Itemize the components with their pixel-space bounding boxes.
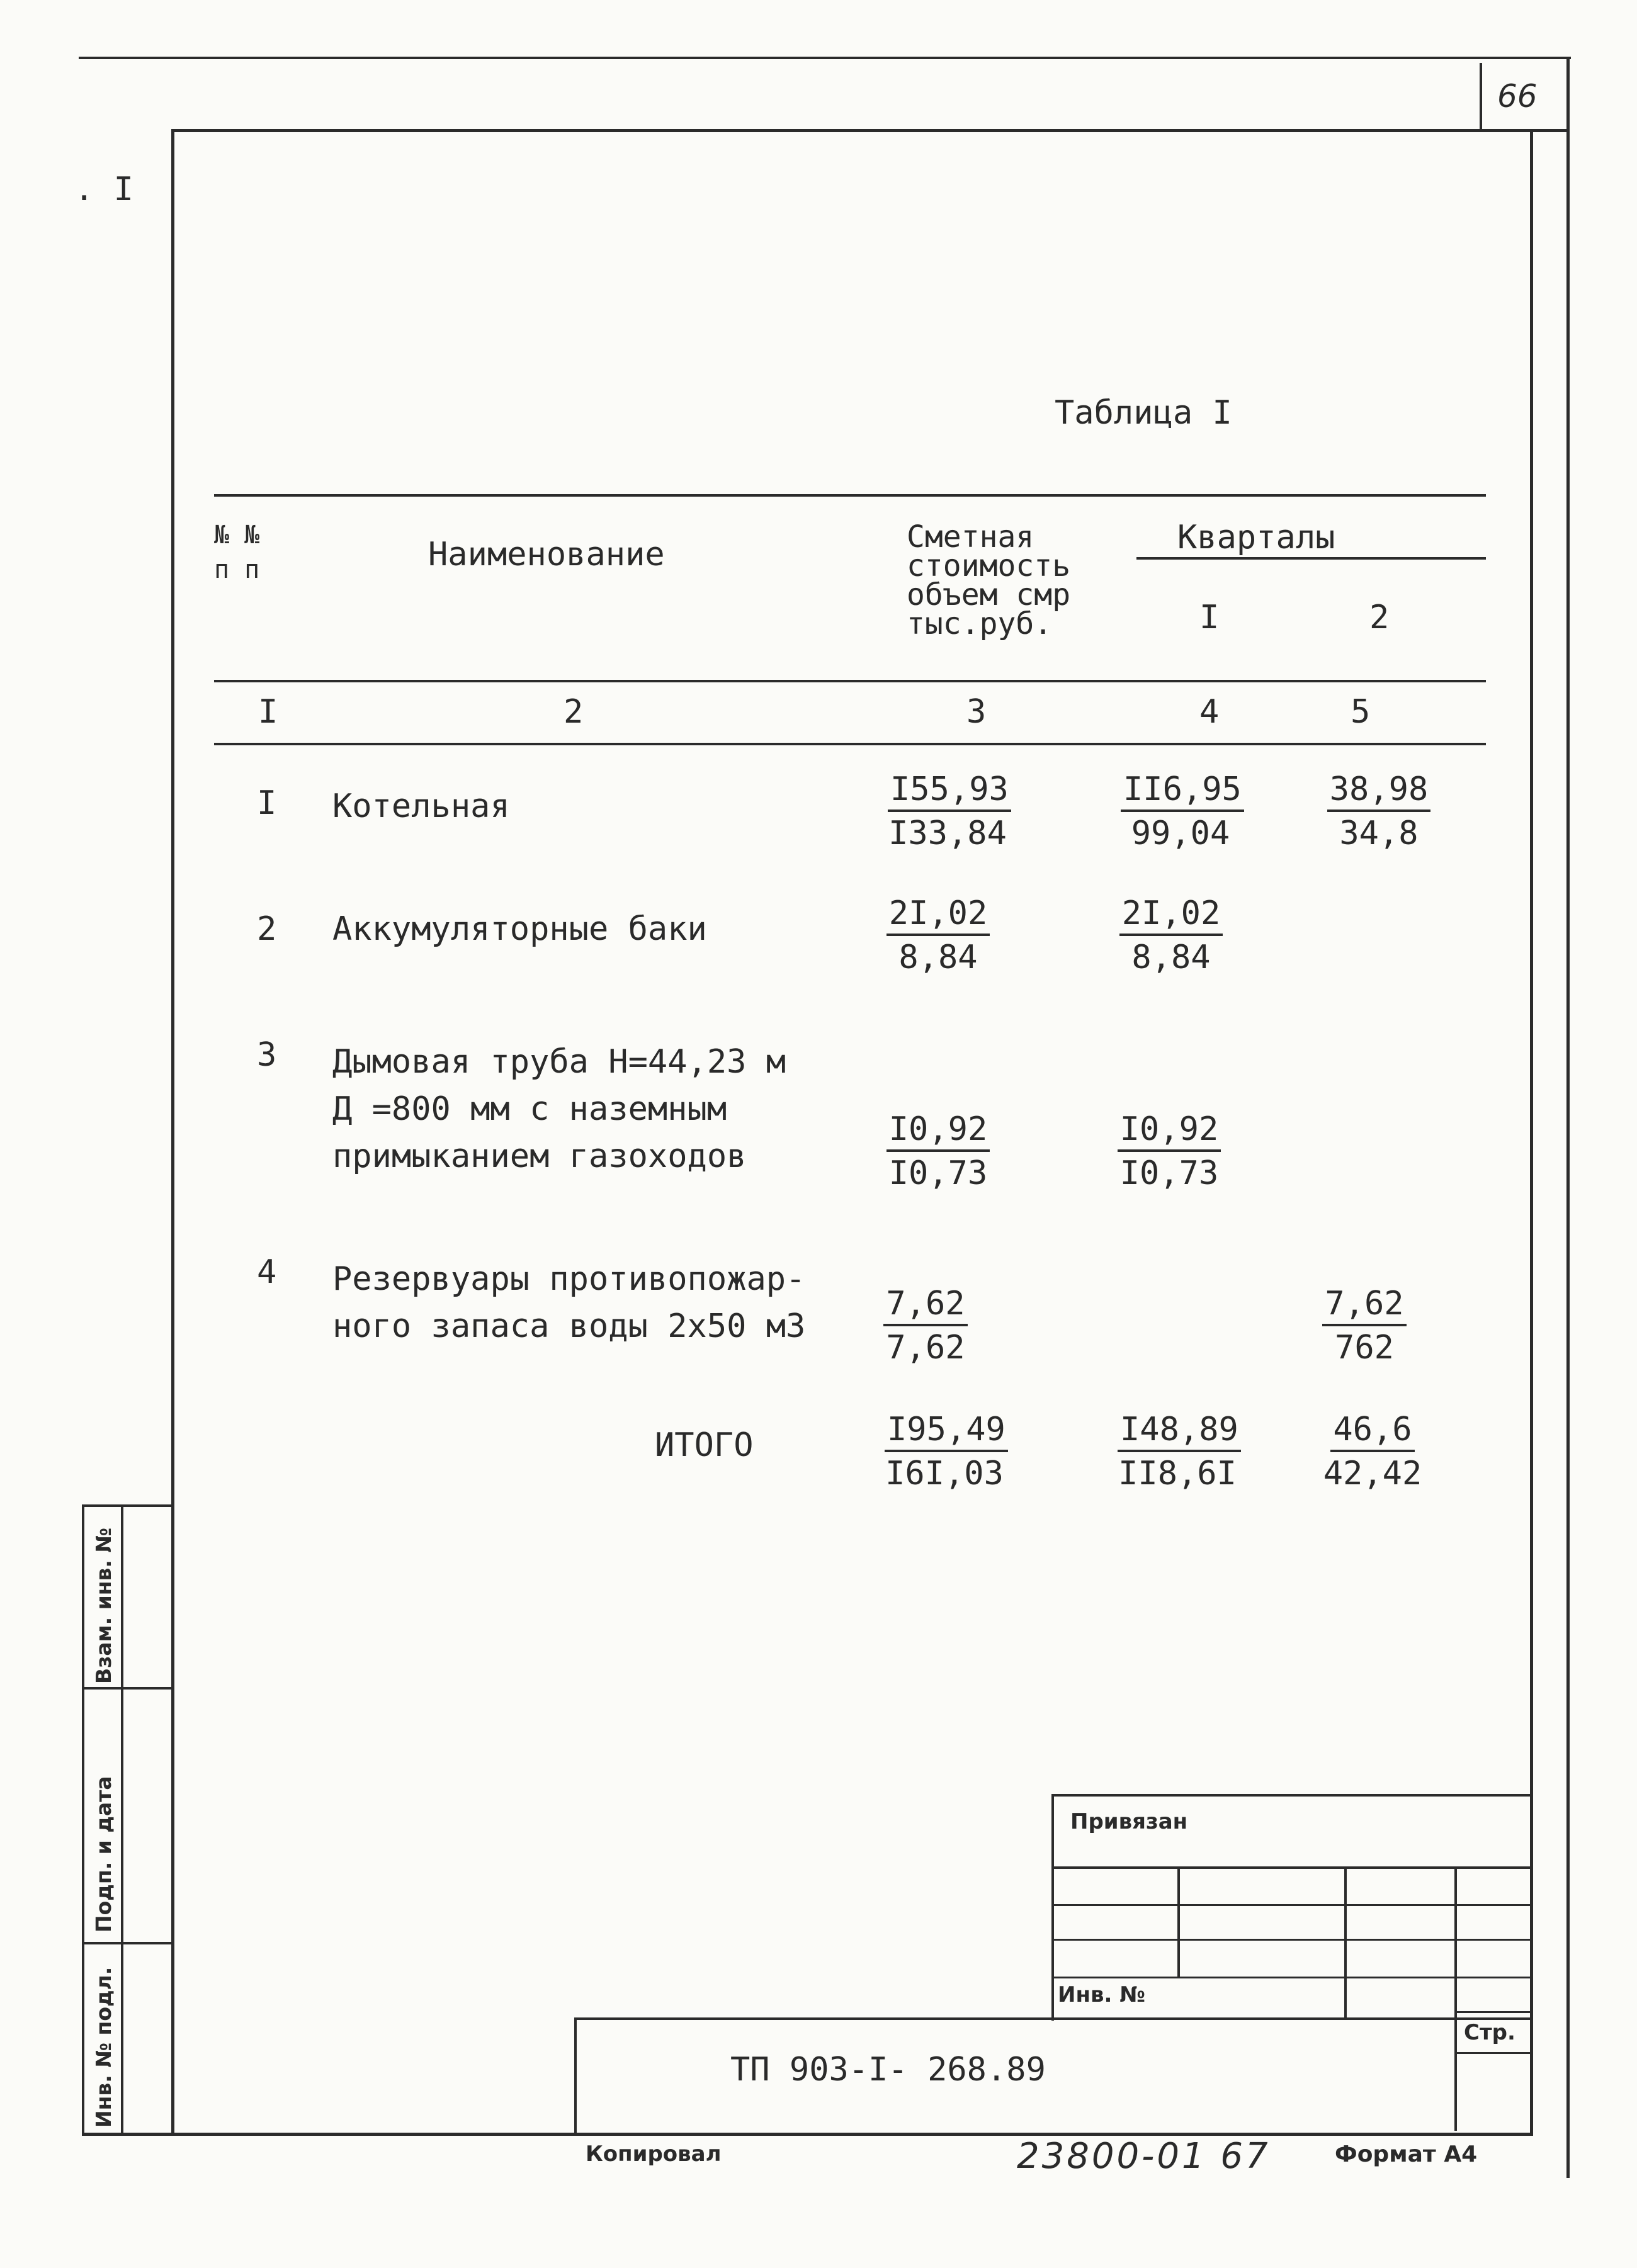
stamp-page-label: Стр. <box>1464 2020 1515 2045</box>
row-number: 2 <box>257 910 277 948</box>
row-name: Котельная <box>332 787 510 825</box>
side-strip-div1 <box>82 1687 173 1690</box>
stamp-col3 <box>1454 1866 1457 2131</box>
outer-right <box>1566 57 1570 2178</box>
stamp-row4 <box>1051 1977 1533 1978</box>
column-number: 5 <box>1351 693 1371 731</box>
fraction-bottom: 34,8 <box>1339 815 1419 852</box>
stamp-row2 <box>1051 1904 1533 1906</box>
footer-kopiroval: Копировал <box>586 2141 722 2167</box>
side-label-podp-data: Подп. и дата <box>91 1776 116 1932</box>
stamp-left <box>1051 1794 1054 2021</box>
total-q2 <box>1313 1413 1432 1490</box>
fraction-top: I0,92 <box>1118 1113 1221 1152</box>
stamp-row6 <box>1454 2052 1533 2054</box>
fraction-bottom: 99,04 <box>1131 815 1230 852</box>
row-q1 <box>1121 770 1242 852</box>
stamp-top <box>1051 1794 1533 1797</box>
header-quarter-2: 2 <box>1369 599 1390 636</box>
row-name-line: Резервуары противопожар- <box>332 1260 806 1298</box>
stamp-inv-no: Инв. № <box>1058 1982 1146 2007</box>
total-label: ИТОГО <box>655 1426 754 1464</box>
row-name-line: примыканием газоходов <box>332 1137 747 1175</box>
page-number: 66 <box>1497 78 1538 115</box>
side-label-vzam-inv: Взам. инв. № <box>91 1527 116 1684</box>
row-name <box>332 1256 805 1350</box>
stamp-row5 <box>1454 2011 1533 2013</box>
fraction-bottom: I0,73 <box>888 1154 988 1192</box>
row-name-line: Д =800 мм с наземным <box>332 1090 727 1128</box>
header-cost-line: Сметная <box>907 519 1034 555</box>
side-strip-div2 <box>82 1942 173 1944</box>
fraction-top: 7,62 <box>883 1287 967 1326</box>
column-number: I <box>258 693 278 731</box>
fraction-bottom: I0,73 <box>1119 1154 1219 1192</box>
row-cost <box>878 894 998 976</box>
total-q1 <box>1118 1413 1237 1490</box>
fraction-top: 46,6 <box>1330 1413 1414 1452</box>
fraction-top: I95,49 <box>885 1413 1008 1452</box>
row-name <box>332 1039 786 1180</box>
side-strip-top <box>82 1504 173 1507</box>
fraction-bottom: 762 <box>1335 1329 1394 1367</box>
fraction-top: 2I,02 <box>1119 897 1223 936</box>
frame-bottom <box>82 2133 1533 2136</box>
frame-top <box>171 129 1569 132</box>
table-caption: Таблица I <box>1055 394 1232 432</box>
quarters-rule <box>1136 557 1486 560</box>
column-number: 4 <box>1199 693 1220 731</box>
row-name-line: Дымовая труба Н=44,23 м <box>332 1043 786 1081</box>
row-q1 <box>1109 1110 1229 1192</box>
table-header-rule <box>214 680 1486 682</box>
column-number: 2 <box>564 693 584 731</box>
fraction-bottom: 7,62 <box>886 1329 965 1367</box>
fraction-bottom: 8,84 <box>1131 939 1211 976</box>
fraction-top: I55,93 <box>888 773 1011 812</box>
fraction-bottom: II8,6I <box>1118 1455 1237 1492</box>
frame-right <box>1530 129 1533 2134</box>
header-quarter-1: I <box>1199 599 1220 636</box>
page-number-box-left <box>1480 63 1482 132</box>
row-cost <box>888 770 1009 852</box>
column-number: 3 <box>966 693 987 731</box>
row-cost <box>866 1285 985 1367</box>
row-q1 <box>1111 894 1231 976</box>
document-code: ТП 903-I- 268.89 <box>730 2051 1046 2089</box>
fraction-top: 2I,02 <box>886 897 990 936</box>
header-cost <box>907 519 1071 641</box>
row-cost <box>878 1110 998 1192</box>
stamp-col2 <box>1344 1866 1347 2017</box>
top-rule <box>79 57 1571 59</box>
fraction-top: I0,92 <box>886 1113 990 1152</box>
fraction-top: 7,62 <box>1322 1287 1406 1326</box>
header-name: Наименование <box>428 536 665 573</box>
stamp-row1 <box>1051 1866 1533 1869</box>
row-number: 4 <box>257 1253 277 1291</box>
row-q2 <box>1305 1285 1424 1367</box>
row-q2 <box>1319 770 1439 852</box>
stamp-col1 <box>1177 1866 1180 1977</box>
table-colnum-rule <box>214 743 1486 745</box>
margin-mark: . I <box>74 171 133 208</box>
header-num-line1: № № <box>214 521 260 550</box>
code-box-left <box>574 2017 577 2134</box>
header-cost-line: стоимость <box>907 548 1071 584</box>
fraction-bottom: I6I,03 <box>885 1455 1004 1492</box>
row-number: I <box>257 784 277 822</box>
stamp-row3 <box>1051 1939 1533 1941</box>
side-label-inv-podl: Инв. № подл. <box>91 1966 116 2128</box>
fraction-top: I48,89 <box>1118 1413 1241 1452</box>
header-cost-line: тыс.руб. <box>907 606 1053 641</box>
total-cost <box>885 1413 1004 1490</box>
header-quarters: Кварталы <box>1177 519 1335 556</box>
footer-archive-number: 23800-01 67 <box>1017 2136 1271 2177</box>
fraction-bottom: I33,84 <box>888 815 1007 852</box>
code-box-top <box>574 2017 1533 2020</box>
fraction-top: 38,98 <box>1327 773 1431 812</box>
fraction-bottom: 42,42 <box>1323 1455 1422 1492</box>
table-top-rule <box>214 494 1486 497</box>
header-num-line2: п п <box>214 555 260 584</box>
fraction-bottom: 8,84 <box>898 939 978 976</box>
side-strip-mid <box>121 1504 123 2134</box>
header-cost-line: объем смр <box>907 577 1071 612</box>
side-strip-left <box>82 1504 84 2134</box>
fraction-top: II6,95 <box>1121 773 1244 812</box>
row-name-line: ного запаса воды 2х50 м3 <box>332 1307 806 1345</box>
frame-left <box>171 129 174 2134</box>
stamp-privyazan: Привязан <box>1070 1809 1188 1834</box>
footer-format: Формат А4 <box>1335 2141 1478 2167</box>
row-number: 3 <box>257 1036 277 1074</box>
row-name: Аккумуляторные баки <box>332 910 707 948</box>
